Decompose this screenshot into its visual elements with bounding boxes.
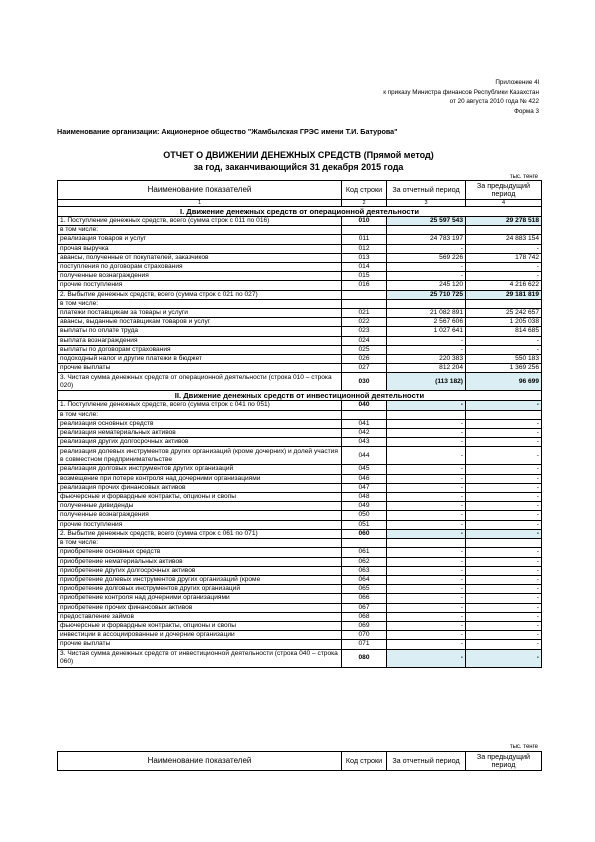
row-code: 024 [342,336,387,345]
row-current-value: 25 710 725 [387,290,466,299]
row-name: реализация нематериальных активов [58,429,342,438]
table-row [58,401,542,410]
row-current-value: - [387,438,466,447]
table-row [58,410,542,419]
row-previous-value: - [466,603,542,612]
row-previous-value: 550 183 [466,355,542,364]
row-name: авансы, полученные от покупателей, заказчиков [58,253,342,262]
row-previous-value [466,410,542,419]
row-code: 014 [342,263,387,272]
row-code [342,539,387,548]
row-code [342,226,387,235]
row-code: 013 [342,253,387,262]
row-code [342,299,387,308]
row-current-value: - [387,502,466,511]
row-previous-value: - [466,566,542,575]
row-current-value: 24 783 197 [387,235,466,244]
row-current-value: - [387,557,466,566]
row-code: 067 [342,603,387,612]
row-code: 041 [342,419,387,428]
row-code [342,410,387,419]
table-row [58,226,542,235]
row-current-value: 25 597 543 [387,217,466,226]
row-code: 042 [342,429,387,438]
row-name: прочие поступления [58,281,342,290]
row-previous-value: - [466,640,542,649]
row-name: предоставление займов [58,612,342,621]
row-code: 061 [342,548,387,557]
row-previous-value [466,226,542,235]
continuation-header-table [57,751,542,771]
row-previous-value: - [466,336,542,345]
row-code: 070 [342,631,387,640]
table-row [58,438,542,447]
table-row [58,631,542,640]
row-code: 025 [342,345,387,354]
table-header-row [58,181,542,200]
table-row [58,327,542,336]
appendix-line: к приказу Министра финансов Республики Казахстан [383,88,539,96]
row-name: приобретение основных средств [58,548,342,557]
row-code: 011 [342,235,387,244]
row-code: 068 [342,612,387,621]
row-current-value: 21 082 891 [387,309,466,318]
row-previous-value: 4 216 622 [466,281,542,290]
table-row [58,649,542,667]
organization-name: Наименование организации: Акционерное общество "Жамбылская ГРЭС имени Т.И. Батурова" [57,127,398,136]
row-current-value: - [387,345,466,354]
table-row [58,272,542,281]
table-row [58,345,542,354]
table-header-row [58,752,542,771]
table-row [58,244,542,253]
row-code: 027 [342,364,387,373]
row-code: 021 [342,309,387,318]
table-row [58,539,542,548]
table-row [58,447,542,465]
table-row [58,217,542,226]
row-previous-value: - [466,575,542,584]
row-previous-value: 29 278 518 [466,217,542,226]
column-index: 4 [466,200,542,207]
row-previous-value: 1 369 256 [466,364,542,373]
row-previous-value: - [466,548,542,557]
row-code: 065 [342,585,387,594]
table-row [58,253,542,262]
table-row [58,529,542,538]
row-previous-value: - [466,612,542,621]
row-current-value: - [387,465,466,474]
table-row [58,612,542,621]
row-previous-value: 178 742 [466,253,542,262]
row-previous-value: - [466,631,542,640]
row-previous-value: 25 242 657 [466,309,542,318]
row-code: 080 [342,649,387,667]
row-current-value: 812 204 [387,364,466,373]
row-current-value: - [387,520,466,529]
row-name: в том числе: [58,299,342,308]
appendix-line: Приложение 4l [495,79,539,86]
row-current-value [387,226,466,235]
table-row [58,594,542,603]
row-code: 064 [342,575,387,584]
row-current-value: - [387,640,466,649]
row-name: авансы, выданные поставщикам товаров и услуг [58,318,342,327]
row-name: реализация основных средств [58,419,342,428]
table-row [58,465,542,474]
row-name: приобретение долевых инструментов других организаций (кроме [58,575,342,584]
row-code [342,290,387,299]
column-index: 2 [342,200,387,207]
row-current-value: - [387,429,466,438]
row-code: 040 [342,401,387,410]
row-current-value: - [387,594,466,603]
row-current-value: - [387,631,466,640]
row-current-value [387,410,466,419]
appendix-line: от 20 августа 2010 года № 422 [449,98,539,106]
row-name: реализация долговых инструментов других организаций [58,465,342,474]
row-previous-value: 29 181 819 [466,290,542,299]
table-row [58,640,542,649]
section-header-row [58,391,542,401]
report-subtitle: за год, заканчивающийся 31 декабря 2015 года [193,162,404,172]
table-row [58,520,542,529]
row-current-value: - [387,649,466,667]
row-code: 063 [342,566,387,575]
row-code: 051 [342,520,387,529]
row-current-value: - [387,585,466,594]
section-header-row [58,207,542,217]
row-name: платежи поставщикам за товары и услуги [58,309,342,318]
row-name: реализация прочих финансовых активов [58,483,342,492]
row-current-value: - [387,244,466,253]
row-name: приобретение прочих финансовых активов [58,603,342,612]
table-row [58,483,542,492]
table-row [58,235,542,244]
row-previous-value: - [466,621,542,630]
row-current-value: - [387,272,466,281]
cash-flow-table-body [58,181,542,668]
row-current-value: - [387,548,466,557]
row-previous-value: - [466,474,542,483]
row-previous-value: - [466,557,542,566]
row-name: подоходный налог и другие платежи в бюджет [58,355,342,364]
row-name: в том числе: [58,226,342,235]
row-code: 049 [342,502,387,511]
row-previous-value: - [466,244,542,253]
row-name: фьючерсные и форвардные контракты, опционы и свопы [58,621,342,630]
row-previous-value: - [466,585,542,594]
row-current-value: 2 567 606 [387,318,466,327]
table-row [58,364,542,373]
row-code: 043 [342,438,387,447]
table-row [58,557,542,566]
row-code: 023 [342,327,387,336]
row-current-value: - [387,263,466,272]
row-previous-value: - [466,438,542,447]
row-name: 1. Поступление денежных средств, всего (сумма строк с 041 по 051) [58,401,342,410]
row-name: 1. Поступление денежных средств, всего (сумма строк с 011 по 016) [58,217,342,226]
row-code: 047 [342,483,387,492]
table-row [58,281,542,290]
cash-flow-table [57,180,542,668]
row-code: 066 [342,594,387,603]
row-previous-value: - [466,511,542,520]
row-name: прочие выплаты [58,364,342,373]
row-name: полученные дивиденды [58,502,342,511]
table-row [58,355,542,364]
header-previous: За предыдущий период [466,181,542,200]
row-name: реализация долевых инструментов других организаций (кроме дочерних) и долей участия в совместном предпринимательстве [58,447,342,465]
row-previous-value: - [466,263,542,272]
row-current-value: - [387,575,466,584]
row-current-value [387,539,466,548]
unit-label: тыс. тенге [509,174,538,180]
row-name: приобретение контроля над дочерними организациями [58,594,342,603]
row-current-value: - [387,493,466,502]
row-name: реализация других долгосрочных активов [58,438,342,447]
table-row [58,585,542,594]
row-previous-value: - [466,529,542,538]
row-name: поступления по договорам страхования [58,263,342,272]
row-code: 030 [342,373,387,391]
row-code: 015 [342,272,387,281]
row-name: прочие поступления [58,520,342,529]
row-previous-value: - [466,401,542,410]
row-name: полученные вознаграждения [58,511,342,520]
row-code: 026 [342,355,387,364]
row-current-value: - [387,419,466,428]
table-row [58,474,542,483]
column-index-row [58,200,542,207]
row-name: 3. Чистая сумма денежных средств от операционной деятельности (строка 010 – строка 020) [58,373,342,391]
row-current-value: 245 120 [387,281,466,290]
row-code: 069 [342,621,387,630]
row-current-value: - [387,621,466,630]
row-code: 010 [342,217,387,226]
table-row [58,621,542,630]
header-code: Код строки [342,752,387,771]
row-name: приобретение нематериальных активов [58,557,342,566]
row-name: полученные вознаграждения [58,272,342,281]
header-name: Наименование показателей [58,752,342,771]
row-code: 048 [342,493,387,502]
row-current-value: - [387,474,466,483]
row-previous-value: - [466,483,542,492]
table-row [58,336,542,345]
column-index: 3 [387,200,466,207]
table-row [58,575,542,584]
row-current-value: - [387,483,466,492]
table-row [58,290,542,299]
row-name: выплата вознаграждения [58,336,342,345]
row-name: возмещение при потере контроля над дочерними организациями [58,474,342,483]
table-row [58,502,542,511]
table-row [58,511,542,520]
table-row [58,263,542,272]
row-previous-value: - [466,649,542,667]
row-current-value: 1 027 641 [387,327,466,336]
row-name: реализация товаров и услуг [58,235,342,244]
row-code: 046 [342,474,387,483]
report-title: ОТЧЕТ О ДВИЖЕНИИ ДЕНЕЖНЫХ СРЕДСТВ (Прямой метод) [163,150,434,160]
header-current: За отчетный период [387,181,466,200]
row-name: в том числе: [58,410,342,419]
row-code: 045 [342,465,387,474]
row-name: выплаты по договорам страхования [58,345,342,354]
table-row [58,419,542,428]
row-current-value: - [387,566,466,575]
table-row [58,318,542,327]
row-name: выплаты по оплате труда [58,327,342,336]
row-code: 022 [342,318,387,327]
row-current-value: - [387,529,466,538]
row-code: 062 [342,557,387,566]
row-name: 2. Выбытие денежных средств, всего (сумма строк с 061 по 071) [58,529,342,538]
row-previous-value: - [466,447,542,465]
row-name: приобретение других долгосрочных активов [58,566,342,575]
row-code: 044 [342,447,387,465]
row-current-value: (113 182) [387,373,466,391]
row-name: фьючерсные и форвардные контракты, опционы и свопы [58,493,342,502]
row-current-value: - [387,603,466,612]
row-previous-value [466,299,542,308]
appendix-block [383,78,539,116]
section-title: II. Движение денежных средств от инвестиционной деятельности [58,391,542,401]
table-row [58,548,542,557]
table-row [58,309,542,318]
row-previous-value: - [466,493,542,502]
table-row [58,566,542,575]
section-title: I. Движение денежных средств от операционной деятельности [58,207,542,217]
unit-label-2: тыс. тенге [509,744,538,750]
row-current-value: 220 383 [387,355,466,364]
row-code: 016 [342,281,387,290]
row-previous-value: - [466,594,542,603]
row-current-value: 569 226 [387,253,466,262]
row-name: в том числе: [58,539,342,548]
row-current-value: - [387,511,466,520]
header-current: За отчетный период [387,752,466,771]
row-code: 071 [342,640,387,649]
row-current-value: - [387,401,466,410]
row-name: инвестиции в ассоциированные и дочерние организации [58,631,342,640]
row-name: 2. Выбытие денежных средств, всего (сумма строк с 021 по 027) [58,290,342,299]
row-previous-value [466,539,542,548]
row-previous-value: 814 685 [466,327,542,336]
row-name: 3. Чистая сумма денежных средств от инвестиционной деятельности (строка 040 – строка 060) [58,649,342,667]
row-current-value [387,299,466,308]
row-previous-value: - [466,465,542,474]
row-previous-value: - [466,520,542,529]
table-row [58,373,542,391]
row-code: 060 [342,529,387,538]
row-previous-value: - [466,272,542,281]
row-current-value: - [387,612,466,621]
row-code: 050 [342,511,387,520]
row-previous-value: 24 883 154 [466,235,542,244]
row-current-value: - [387,336,466,345]
appendix-line: Форма 3 [514,107,539,115]
row-previous-value: - [466,419,542,428]
header-code: Код строки [342,181,387,200]
header-previous: За предыдущий период [466,752,542,771]
row-name: прочие выплаты [58,640,342,649]
row-previous-value: - [466,502,542,511]
table-row [58,299,542,308]
row-current-value: - [387,447,466,465]
row-name: прочая выручка [58,244,342,253]
table-row [58,429,542,438]
row-previous-value: - [466,345,542,354]
row-previous-value: 1 205 038 [466,318,542,327]
row-name: приобретение долговых инструментов других организаций [58,585,342,594]
row-previous-value: 96 699 [466,373,542,391]
header-name: Наименование показателей [58,181,342,200]
row-code: 012 [342,244,387,253]
table-row [58,603,542,612]
row-previous-value: - [466,429,542,438]
column-index: 1 [58,200,342,207]
table-row [58,493,542,502]
